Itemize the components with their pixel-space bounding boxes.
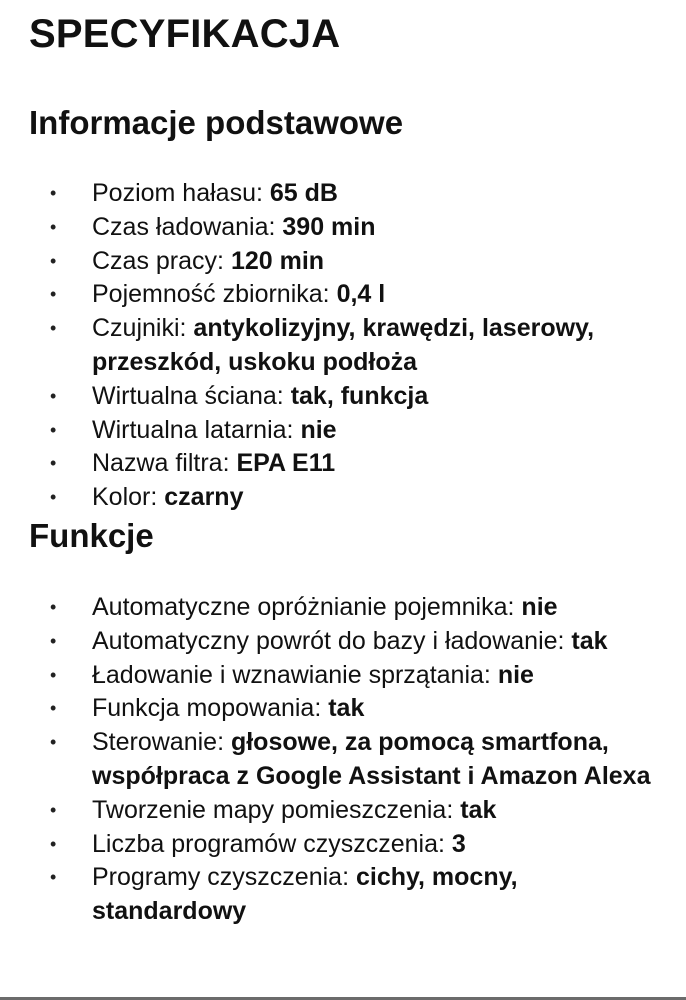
list-item xyxy=(0,211,686,245)
item-value: nie xyxy=(497,660,534,689)
list-item xyxy=(0,447,686,481)
item-value: głosowe, za pomocą smartfona, współpraca z Google Assistant i Amazon Alexa xyxy=(92,728,651,790)
item-value: tak xyxy=(460,795,497,824)
item-value: EPA E11 xyxy=(236,449,336,478)
item-label: Czujniki: xyxy=(92,314,194,343)
item-value: tak, funkcja xyxy=(290,381,429,410)
item-label: Wirtualna latarnia: xyxy=(92,415,301,444)
list-item xyxy=(0,692,686,726)
list-item xyxy=(0,414,686,448)
item-value: nie xyxy=(300,415,337,444)
list-item xyxy=(0,828,686,862)
item-value: nie xyxy=(521,593,558,621)
item-label: Tworzenie mapy pomieszczenia: xyxy=(92,795,461,824)
list-item xyxy=(0,861,686,929)
section-heading-basic-info: Informacje podstawowe xyxy=(29,104,404,141)
page-title: SPECYFIKACJA xyxy=(29,12,341,56)
item-label: Pojemność zbiornika: xyxy=(92,280,337,309)
item-value: tak xyxy=(328,694,365,723)
list-item xyxy=(0,312,686,380)
item-value: czarny xyxy=(164,483,244,512)
item-label: Kolor: xyxy=(92,483,165,512)
list-item xyxy=(0,481,686,515)
item-label: Sterowanie: xyxy=(92,728,231,757)
item-label: Wirtualna ściana: xyxy=(92,381,291,410)
item-label: Programy czyszczenia: xyxy=(92,863,356,892)
list-item xyxy=(0,278,686,312)
list-item xyxy=(0,625,686,659)
item-label: Czas pracy: xyxy=(92,246,231,275)
basic-info-list xyxy=(0,177,686,515)
item-value: 120 min xyxy=(230,246,325,275)
item-value: 390 min xyxy=(282,212,376,241)
item-value: antykolizyjny, krawędzi, laserowy, przeszkód, uskoku podłoża xyxy=(92,314,595,376)
item-label: Funkcja mopowania: xyxy=(92,694,329,723)
item-label: Liczba programów czyszczenia: xyxy=(92,829,452,858)
item-label: Automatyczne opróżnianie pojemnika: xyxy=(92,593,522,621)
item-value: 0,4 l xyxy=(336,280,386,309)
list-item xyxy=(0,794,686,828)
functions-list xyxy=(0,591,686,929)
item-value: 65 dB xyxy=(269,179,338,207)
item-label: Automatyczny powrót do bazy i ładowanie: xyxy=(92,626,572,655)
list-item xyxy=(0,177,686,211)
list-item xyxy=(0,245,686,279)
list-item xyxy=(0,380,686,414)
list-item xyxy=(0,659,686,693)
section-heading-functions: Funkcje xyxy=(29,517,154,554)
item-label: Nazwa filtra: xyxy=(92,449,237,478)
list-item xyxy=(0,591,686,625)
item-label: Czas ładowania: xyxy=(92,212,283,241)
item-value: tak xyxy=(571,626,608,655)
item-value: cichy, mocny, standardowy xyxy=(92,863,518,926)
item-value: 3 xyxy=(451,829,466,858)
list-item xyxy=(0,726,686,794)
item-label: Poziom hałasu: xyxy=(92,179,270,207)
item-label: Ładowanie i wznawianie sprzątania: xyxy=(92,660,498,689)
